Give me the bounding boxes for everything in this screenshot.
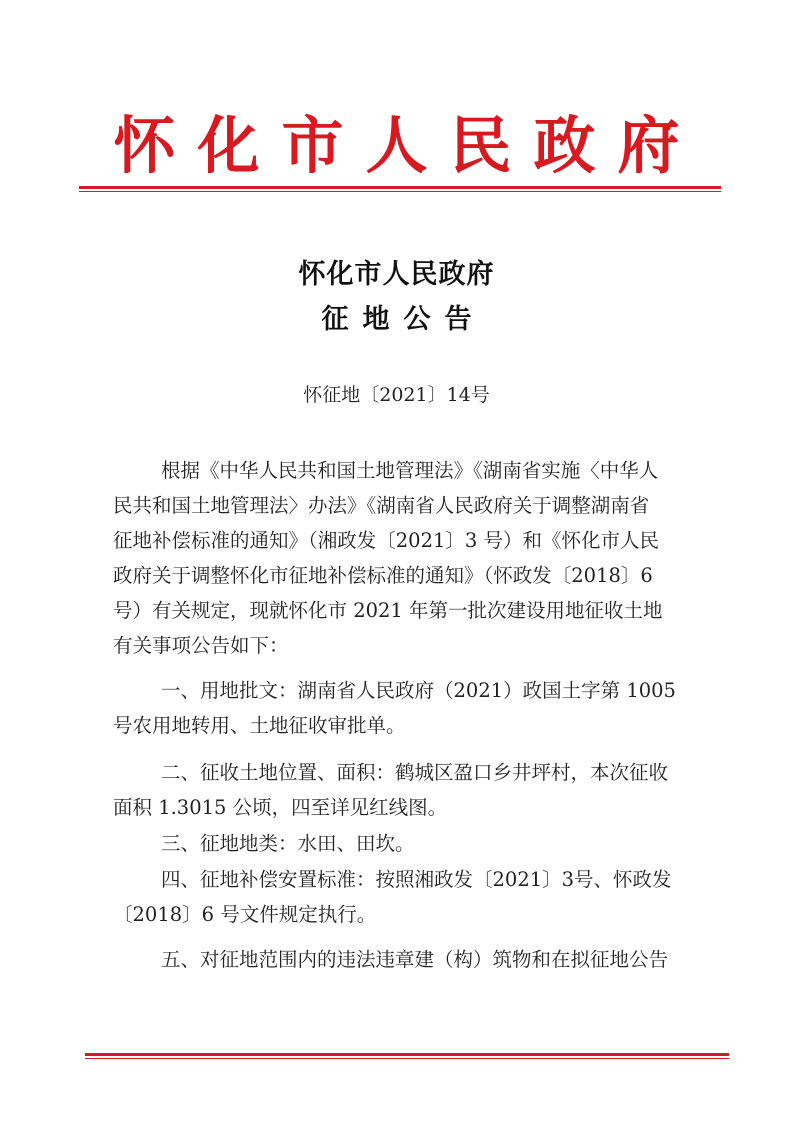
text-line: 政府关于调整怀化市征地补偿标准的通知》（怀政发〔2018〕6 — [113, 564, 653, 587]
document-number: 怀征地〔2021〕14号 — [303, 384, 490, 406]
paragraph-approval — [113, 673, 713, 743]
text-line: 四、征地补偿安置标准：按照湘政发〔2021〕3号、怀政发 — [161, 868, 672, 891]
text-line: 号）有关规定，现就怀化市 2021 年第一批次建设用地征收土地 — [113, 599, 663, 622]
text-line: 面积 1.3015 公顷，四至详见红线图。 — [113, 796, 448, 819]
text-line: 民共和国土地管理法〉办法》《湖南省人民政府关于调整湖南省 — [113, 494, 650, 517]
text-line: 三、征地地类：水田、田坎。 — [161, 832, 415, 855]
document-title-line-1: 怀化市人民政府 — [298, 259, 495, 290]
document-title-line-2: 征地公告 — [321, 304, 486, 335]
paragraph-land-type — [113, 826, 713, 861]
masthead-title: 怀化市人民政府 — [113, 109, 702, 182]
text-line: 根据《中华人民共和国土地管理法》《湖南省实施〈中华人 — [161, 459, 659, 482]
paragraph-basis — [113, 453, 713, 663]
text-line: 〔2018〕6 号文件规定执行。 — [113, 903, 377, 926]
footer-divider — [85, 1053, 729, 1058]
text-line: 一、用地批文：湖南省人民政府（2021）政国土字第 1005 — [161, 679, 676, 702]
paragraph-illegal-buildings — [113, 942, 713, 977]
paragraph-location-area — [113, 755, 713, 825]
paragraph-compensation — [113, 862, 713, 932]
text-line: 号农用地转用、土地征收审批单。 — [113, 714, 406, 737]
text-line: 五、对征地范围内的违法违章建（构）筑物和在拟征地公告 — [161, 948, 669, 971]
text-line: 征地补偿标准的通知》（湘政发〔2021〕3 号）和《怀化市人民 — [113, 529, 659, 552]
text-line: 二、征收土地位置、面积：鹤城区盈口乡井坪村，本次征收 — [161, 761, 669, 784]
text-line: 有关事项公告如下： — [113, 634, 289, 657]
masthead-divider — [79, 186, 721, 191]
